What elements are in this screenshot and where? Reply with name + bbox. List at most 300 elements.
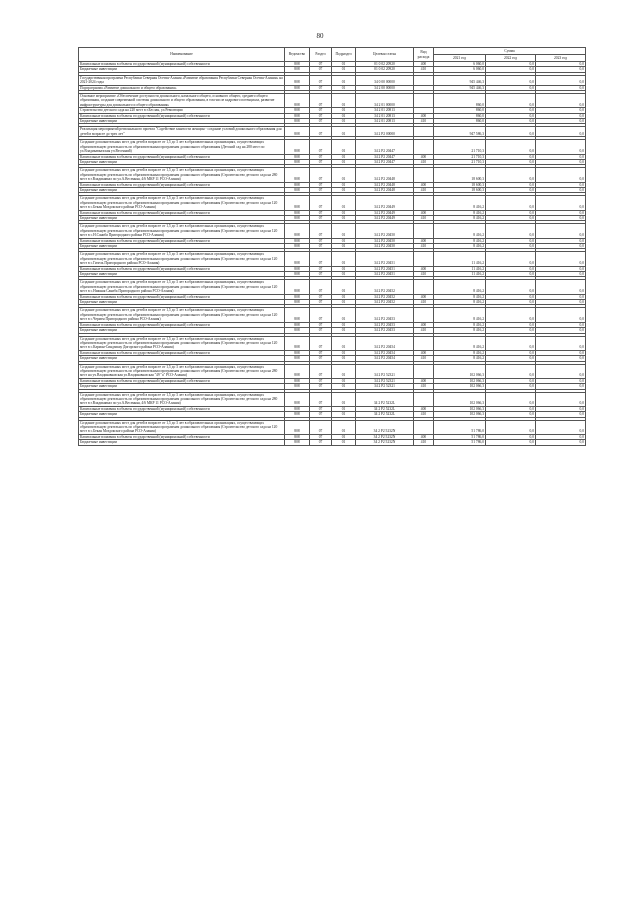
row-section-cell: 07 xyxy=(310,187,332,192)
row-2023-cell: 0,0 xyxy=(536,412,586,417)
row-2022-cell: 0,0 xyxy=(486,294,536,299)
row-ministry-cell: 808 xyxy=(285,412,310,417)
row-2023-cell: 0,0 xyxy=(536,322,586,327)
row-name-cell: Создание дополнительных мест для детей в возрасте от 1,5 до 3 лет в образовательных организациях, осуществляющих образовательную деятельность по образовательным программам дошкольного образования (Строительство детского сада на 120 мест в с.Бекан Моздокского района РСО-Алания) xyxy=(79,196,285,210)
row-subsection-cell: 01 xyxy=(332,238,356,243)
row-expense-type-cell: 400 xyxy=(414,182,434,187)
row-section-cell: 07 xyxy=(310,280,332,294)
row-section-cell: 07 xyxy=(310,168,332,182)
row-ministry-cell: 808 xyxy=(285,440,310,445)
col-2022-header: 2022 год xyxy=(486,55,536,62)
row-name-cell: Реализация мероприятий регионального проекта "Содействие занятости женщин - создание условий дошкольного образования для детей в возрасте до трех лет" xyxy=(79,127,285,137)
row-expense-type-cell: 410 xyxy=(414,328,434,333)
row-subsection-cell: 01 xyxy=(332,412,356,417)
row-2022-cell: 0,0 xyxy=(486,62,536,67)
row-ministry-cell: 808 xyxy=(285,364,310,378)
row-name-cell: Создание дополнительных мест для детей в возрасте от 1,5 до 3 лет в образовательных организациях, осуществляющих образовательную деятельность по образовательным программам дошкольного образования (Детский сад на 280 мест по ул.Владикавказская уч.Весенний) xyxy=(79,140,285,154)
row-2023-cell: 0,0 xyxy=(536,420,586,434)
row-2021-cell: 8 416,2 xyxy=(434,336,486,350)
row-subsection-cell: 01 xyxy=(332,62,356,67)
row-2022-cell: 0,0 xyxy=(486,108,536,113)
row-target-cell: 34 2 P2 5232N xyxy=(356,420,414,434)
row-ministry-cell: 808 xyxy=(285,328,310,333)
row-section-cell: 07 xyxy=(310,127,332,137)
row-section-cell: 07 xyxy=(310,406,332,411)
row-target-cell: 34 2 P2 20453 xyxy=(356,308,414,322)
row-2023-cell: 0,0 xyxy=(536,62,586,67)
row-ministry-cell: 808 xyxy=(285,75,310,85)
row-target-cell: 34 0 00 00000 xyxy=(356,75,414,85)
row-expense-type-cell: 400 xyxy=(414,238,434,243)
row-section-cell: 07 xyxy=(310,300,332,305)
row-target-cell: 34 2 P2 20453 xyxy=(356,328,414,333)
row-section-cell: 07 xyxy=(310,308,332,322)
row-2022-cell: 0,0 xyxy=(486,196,536,210)
row-expense-type-cell: 400 xyxy=(414,406,434,411)
row-target-cell: 34 2 P2 20452 xyxy=(356,300,414,305)
row-ministry-cell: 808 xyxy=(285,434,310,439)
row-name-cell: Бюджетные инвестиции xyxy=(79,384,285,389)
row-2023-cell: 0,0 xyxy=(536,440,586,445)
row-expense-type-cell: 400 xyxy=(414,62,434,67)
row-2021-cell: 8 416,2 xyxy=(434,244,486,249)
row-name-cell: Капитальные вложения в объекты государственной (муниципальной) собственности xyxy=(79,113,285,118)
row-subsection-cell: 01 xyxy=(332,113,356,118)
table-row xyxy=(79,168,586,182)
row-2021-cell: 8 416,2 xyxy=(434,280,486,294)
row-ministry-cell: 808 xyxy=(285,356,310,361)
row-expense-type-cell: 410 xyxy=(414,272,434,277)
row-2022-cell: 0,0 xyxy=(486,127,536,137)
table-row xyxy=(79,127,586,137)
row-expense-type-cell: 400 xyxy=(414,113,434,118)
row-name-cell: Создание дополнительных мест для детей в возрасте от 1,5 до 3 лет в образовательных организациях, осуществляющих образовательную деятельность по образовательным программам дошкольного образования (Строительство детского сада на 280 мест в г.Владикавказ по ул.А.Весенняя, 4/6 МКР 11 РСО-Алания) xyxy=(79,168,285,182)
row-2023-cell: 0,0 xyxy=(536,154,586,159)
row-name-cell: Создание дополнительных мест для детей в возрасте от 1,5 до 3 лет в образовательных организациях, осуществляющих образовательную деятельность по образовательным программам дошкольного образования (Строительство детского сада на 120 мест в с.Нижняя Саниба Пригородного района РСО-Алания) xyxy=(79,280,285,294)
col-target-header: Целевая статья xyxy=(356,48,414,62)
row-2021-cell: 6 060,0 xyxy=(434,62,486,67)
row-name-cell: Строительство детского сада на 220 мест в г.Беслан, ул.Революции xyxy=(79,108,285,113)
row-section-cell: 07 xyxy=(310,350,332,355)
row-ministry-cell: 808 xyxy=(285,210,310,215)
row-target-cell: 34 2 P2 20448 xyxy=(356,168,414,182)
row-name-cell: Создание дополнительных мест для детей в возрасте от 1,5 до 3 лет в образовательных организациях, осуществляющих образовательную деятельность по образовательным программам дошкольного образования (Строительство детского сада на 280 мест на уч.Владикавказская ул.Владикавказская "49 "а" РСО-Алания) xyxy=(79,364,285,378)
row-2023-cell: 0,0 xyxy=(536,336,586,350)
row-subsection-cell: 01 xyxy=(332,364,356,378)
row-expense-type-cell xyxy=(414,224,434,238)
row-target-cell: 34 2 P2 20454 xyxy=(356,350,414,355)
table-row xyxy=(79,224,586,238)
row-2021-cell: 102 066,3 xyxy=(434,406,486,411)
row-target-cell: 34 2 01 20813 xyxy=(356,113,414,118)
row-name-cell: Капитальные вложения в объекты государственной (муниципальной) собственности xyxy=(79,434,285,439)
row-subsection-cell: 01 xyxy=(332,210,356,215)
row-2022-cell: 0,0 xyxy=(486,238,536,243)
row-subsection-cell: 01 xyxy=(332,378,356,383)
row-2023-cell: 0,0 xyxy=(536,392,586,406)
row-target-cell: 34 2 P2 20451 xyxy=(356,272,414,277)
row-2021-cell: 8 416,2 xyxy=(434,294,486,299)
row-section-cell: 07 xyxy=(310,252,332,266)
row-subsection-cell: 01 xyxy=(332,434,356,439)
row-section-cell: 07 xyxy=(310,322,332,327)
col-ministry-header: Ведомство xyxy=(285,48,310,62)
row-expense-type-cell: 410 xyxy=(414,244,434,249)
row-section-cell: 07 xyxy=(310,210,332,215)
row-name-cell: Бюджетные инвестиции xyxy=(79,215,285,220)
row-2022-cell: 0,0 xyxy=(486,182,536,187)
row-ministry-cell: 808 xyxy=(285,252,310,266)
row-2021-cell: 102 066,3 xyxy=(434,378,486,383)
row-target-cell: 34 2 01 20813 xyxy=(356,108,414,113)
row-2021-cell: 102 066,3 xyxy=(434,384,486,389)
row-target-cell: 34 2 P2 20451 xyxy=(356,252,414,266)
row-target-cell: 34 2 P2 52321 xyxy=(356,364,414,378)
row-section-cell: 07 xyxy=(310,266,332,271)
row-subsection-cell: 01 xyxy=(332,168,356,182)
row-2022-cell: 0,0 xyxy=(486,392,536,406)
row-expense-type-cell xyxy=(414,94,434,108)
row-2023-cell: 0,0 xyxy=(536,215,586,220)
row-2023-cell: 0,0 xyxy=(536,300,586,305)
row-2021-cell: 21 710,3 xyxy=(434,154,486,159)
row-2021-cell: 21 710,3 xyxy=(434,159,486,164)
row-section-cell: 07 xyxy=(310,244,332,249)
table-row xyxy=(79,440,586,445)
row-expense-type-cell: 410 xyxy=(414,119,434,124)
row-2022-cell: 0,0 xyxy=(486,356,536,361)
row-2023-cell: 0,0 xyxy=(536,210,586,215)
row-subsection-cell: 01 xyxy=(332,300,356,305)
row-target-cell: 34 2 P2 5232L xyxy=(356,392,414,406)
row-section-cell: 07 xyxy=(310,420,332,434)
row-2023-cell: 0,0 xyxy=(536,364,586,378)
row-ministry-cell: 808 xyxy=(285,62,310,67)
row-ministry-cell: 808 xyxy=(285,392,310,406)
row-2021-cell: 18 600,3 xyxy=(434,168,486,182)
row-name-cell: Капитальные вложения в объекты государственной (муниципальной) собственности xyxy=(79,266,285,271)
row-name-cell: Капитальные вложения в объекты государственной (муниципальной) собственности xyxy=(79,182,285,187)
row-expense-type-cell: 400 xyxy=(414,434,434,439)
row-subsection-cell: 01 xyxy=(332,280,356,294)
row-expense-type-cell xyxy=(414,127,434,137)
page-number: 80 xyxy=(316,32,324,40)
row-target-cell: 34 2 P2 20448 xyxy=(356,182,414,187)
row-section-cell: 07 xyxy=(310,62,332,67)
row-2022-cell: 0,0 xyxy=(486,159,536,164)
row-2023-cell: 0,0 xyxy=(536,224,586,238)
row-target-cell: 34 2 P2 20452 xyxy=(356,294,414,299)
row-ministry-cell: 808 xyxy=(285,140,310,154)
row-2022-cell: 0,0 xyxy=(486,67,536,72)
row-2022-cell: 0,0 xyxy=(486,224,536,238)
row-2022-cell: 0,0 xyxy=(486,140,536,154)
row-ministry-cell: 808 xyxy=(285,215,310,220)
row-target-cell: 34 2 P2 20452 xyxy=(356,280,414,294)
row-2022-cell: 0,0 xyxy=(486,420,536,434)
row-target-cell: 34 2 P2 52321 xyxy=(356,378,414,383)
table-row xyxy=(79,280,586,294)
table-row xyxy=(79,140,586,154)
row-target-cell: 01 0 02 20920 xyxy=(356,62,414,67)
row-2023-cell: 0,0 xyxy=(536,266,586,271)
row-subsection-cell: 01 xyxy=(332,159,356,164)
row-2023-cell: 0,0 xyxy=(536,238,586,243)
table-row xyxy=(79,364,586,378)
budget-table xyxy=(78,47,586,446)
row-2023-cell: 0,0 xyxy=(536,294,586,299)
row-expense-type-cell: 400 xyxy=(414,350,434,355)
row-target-cell: 34 2 P2 20451 xyxy=(356,266,414,271)
row-2022-cell: 0,0 xyxy=(486,322,536,327)
row-target-cell: 34 2 P2 20447 xyxy=(356,140,414,154)
row-section-cell: 07 xyxy=(310,154,332,159)
row-name-cell: Бюджетные инвестиции xyxy=(79,67,285,72)
row-ministry-cell: 808 xyxy=(285,168,310,182)
row-2023-cell: 0,0 xyxy=(536,308,586,322)
row-target-cell: 34 2 00 00000 xyxy=(356,85,414,90)
row-2023-cell: 0,0 xyxy=(536,127,586,137)
row-section-cell: 07 xyxy=(310,94,332,108)
row-2021-cell: 8 416,2 xyxy=(434,210,486,215)
row-expense-type-cell: 400 xyxy=(414,210,434,215)
col-2023-header: 2023 год xyxy=(536,55,586,62)
row-section-cell: 07 xyxy=(310,159,332,164)
row-2023-cell: 0,0 xyxy=(536,434,586,439)
row-2022-cell: 0,0 xyxy=(486,440,536,445)
row-subsection-cell: 01 xyxy=(332,350,356,355)
row-name-cell: Бюджетные инвестиции xyxy=(79,440,285,445)
row-subsection-cell: 01 xyxy=(332,182,356,187)
row-2023-cell: 0,0 xyxy=(536,378,586,383)
row-subsection-cell: 01 xyxy=(332,85,356,90)
row-2021-cell: 860,0 xyxy=(434,119,486,124)
row-section-cell: 07 xyxy=(310,440,332,445)
row-2022-cell: 0,0 xyxy=(486,266,536,271)
row-ministry-cell: 808 xyxy=(285,119,310,124)
row-2023-cell: 0,0 xyxy=(536,182,586,187)
table-header xyxy=(79,48,586,62)
row-expense-type-cell: 410 xyxy=(414,215,434,220)
row-section-cell: 07 xyxy=(310,434,332,439)
row-2023-cell: 0,0 xyxy=(536,75,586,85)
row-2021-cell: 8 416,2 xyxy=(434,300,486,305)
row-target-cell: 34 2 P2 20454 xyxy=(356,336,414,350)
row-2022-cell: 0,0 xyxy=(486,244,536,249)
row-section-cell: 07 xyxy=(310,336,332,350)
row-2023-cell: 0,0 xyxy=(536,244,586,249)
row-2022-cell: 0,0 xyxy=(486,350,536,355)
row-section-cell: 07 xyxy=(310,412,332,417)
row-ministry-cell: 808 xyxy=(285,322,310,327)
row-2021-cell: 8 416,2 xyxy=(434,196,486,210)
row-target-cell: 34 2 P2 52321 xyxy=(356,384,414,389)
row-subsection-cell: 01 xyxy=(332,336,356,350)
row-expense-type-cell: 410 xyxy=(414,384,434,389)
row-name-cell: Капитальные вложения в объекты государственной (муниципальной) собственности xyxy=(79,322,285,327)
row-ministry-cell: 808 xyxy=(285,159,310,164)
row-name-cell: Капитальные вложения в объекты государственной (муниципальной) собственности xyxy=(79,406,285,411)
row-expense-type-cell xyxy=(414,75,434,85)
row-ministry-cell: 808 xyxy=(285,127,310,137)
col-name-header: Наименование xyxy=(79,48,285,62)
row-2022-cell: 0,0 xyxy=(486,280,536,294)
table-row xyxy=(79,336,586,350)
row-ministry-cell: 808 xyxy=(285,280,310,294)
row-expense-type-cell xyxy=(414,392,434,406)
row-name-cell: Создание дополнительных мест для детей в возрасте от 1,5 до 3 лет в образовательных организациях, осуществляющих образовательную деятельность по образовательным программам дошкольного образования (Строительство детского сада на 120 мест в с.Н.Саниба Пригородного района РСО-Алания) xyxy=(79,224,285,238)
row-2023-cell: 0,0 xyxy=(536,159,586,164)
row-2021-cell: 8 416,2 xyxy=(434,328,486,333)
row-name-cell: Основное мероприятие «Обеспечение доступности дошкольного, начального общего, основного общего, среднего общего образования, создание современной системы дошкольного и общего образования, в том числе кадрового потенциала, развитие инфраструктуры для дошкольного и общего образования» xyxy=(79,94,285,108)
row-2023-cell: 0,0 xyxy=(536,67,586,72)
row-section-cell: 07 xyxy=(310,238,332,243)
row-target-cell: 34 2 P2 20449 xyxy=(356,210,414,215)
row-2021-cell: 947 586,3 xyxy=(434,127,486,137)
row-2023-cell: 0,0 xyxy=(536,113,586,118)
row-target-cell: 34 2 P2 5232L xyxy=(356,406,414,411)
row-subsection-cell: 01 xyxy=(332,252,356,266)
row-2023-cell: 0,0 xyxy=(536,196,586,210)
row-2023-cell: 0,0 xyxy=(536,140,586,154)
row-expense-type-cell xyxy=(414,252,434,266)
row-ministry-cell: 808 xyxy=(285,238,310,243)
row-name-cell: Бюджетные инвестиции xyxy=(79,272,285,277)
row-2021-cell: 8 416,2 xyxy=(434,215,486,220)
row-2021-cell: 11 416,2 xyxy=(434,266,486,271)
row-target-cell: 34 2 P2 20449 xyxy=(356,196,414,210)
row-2022-cell: 0,0 xyxy=(486,300,536,305)
row-2021-cell: 8 416,2 xyxy=(434,356,486,361)
row-2021-cell: 6 060,0 xyxy=(434,67,486,72)
row-name-cell: Капитальные вложения в объекты государственной (муниципальной) собственности xyxy=(79,350,285,355)
row-ministry-cell: 808 xyxy=(285,272,310,277)
table-body xyxy=(79,62,586,446)
row-subsection-cell: 01 xyxy=(332,308,356,322)
row-2022-cell: 0,0 xyxy=(486,85,536,90)
row-2021-cell: 8 416,2 xyxy=(434,238,486,243)
row-name-cell: Капитальные вложения в объекты государственной (муниципальной) собственности xyxy=(79,154,285,159)
row-expense-type-cell: 410 xyxy=(414,300,434,305)
row-target-cell: 34 2 P2 20447 xyxy=(356,159,414,164)
row-section-cell: 07 xyxy=(310,182,332,187)
row-target-cell: 34 2 P2 20450 xyxy=(356,244,414,249)
row-section-cell: 07 xyxy=(310,356,332,361)
col-expense-type-header: Вид расхода xyxy=(414,48,434,62)
row-2022-cell: 0,0 xyxy=(486,252,536,266)
row-ministry-cell: 808 xyxy=(285,182,310,187)
row-name-cell: Подпрограмма «Развитие дошкольного и общего образования» xyxy=(79,85,285,90)
row-subsection-cell: 01 xyxy=(332,154,356,159)
row-expense-type-cell xyxy=(414,308,434,322)
row-ministry-cell: 808 xyxy=(285,113,310,118)
row-target-cell: 34 2 P2 5232N xyxy=(356,434,414,439)
row-name-cell: Капитальные вложения в объекты государственной (муниципальной) собственности xyxy=(79,210,285,215)
row-2022-cell: 0,0 xyxy=(486,210,536,215)
row-section-cell: 07 xyxy=(310,196,332,210)
row-2022-cell: 0,0 xyxy=(486,336,536,350)
row-2021-cell: 945 446,3 xyxy=(434,75,486,85)
table-row xyxy=(79,308,586,322)
row-name-cell: Бюджетные инвестиции xyxy=(79,159,285,164)
row-name-cell: Создание дополнительных мест для детей в возрасте от 1,5 до 3 лет в образовательных организациях, осуществляющих образовательную деятельность по образовательным программам дошкольного образования (Строительство детского сада на 120 мест в с.Карман-Синдзикау Дигорского района РСО-Алания) xyxy=(79,336,285,350)
row-2021-cell: 102 066,3 xyxy=(434,412,486,417)
row-ministry-cell: 808 xyxy=(285,266,310,271)
row-2022-cell: 0,0 xyxy=(486,412,536,417)
row-target-cell: 34 2 P2 20449 xyxy=(356,215,414,220)
row-ministry-cell: 808 xyxy=(285,294,310,299)
row-expense-type-cell xyxy=(414,364,434,378)
row-ministry-cell: 808 xyxy=(285,378,310,383)
row-name-cell: Капитальные вложения в объекты государственной (муниципальной) собственности xyxy=(79,378,285,383)
row-ministry-cell: 808 xyxy=(285,108,310,113)
row-section-cell: 07 xyxy=(310,384,332,389)
row-2022-cell: 0,0 xyxy=(486,308,536,322)
row-2023-cell: 0,0 xyxy=(536,187,586,192)
row-expense-type-cell: 400 xyxy=(414,322,434,327)
table-row xyxy=(79,252,586,266)
col-2021-header: 2021 год xyxy=(434,55,486,62)
row-2022-cell: 0,0 xyxy=(486,168,536,182)
row-ministry-cell: 808 xyxy=(285,406,310,411)
row-expense-type-cell: 400 xyxy=(414,154,434,159)
row-expense-type-cell: 410 xyxy=(414,187,434,192)
row-2023-cell: 0,0 xyxy=(536,356,586,361)
row-section-cell: 07 xyxy=(310,224,332,238)
row-ministry-cell: 808 xyxy=(285,67,310,72)
row-2022-cell: 0,0 xyxy=(486,113,536,118)
row-subsection-cell: 01 xyxy=(332,108,356,113)
row-subsection-cell: 01 xyxy=(332,272,356,277)
row-section-cell: 07 xyxy=(310,294,332,299)
row-name-cell: Бюджетные инвестиции xyxy=(79,356,285,361)
row-expense-type-cell: 410 xyxy=(414,356,434,361)
row-section-cell: 07 xyxy=(310,272,332,277)
row-ministry-cell: 808 xyxy=(285,308,310,322)
row-name-cell: Капитальные вложения в объекты государственной (муниципальной) собственности xyxy=(79,294,285,299)
row-section-cell: 07 xyxy=(310,108,332,113)
row-2021-cell: 18 600,3 xyxy=(434,182,486,187)
row-subsection-cell: 01 xyxy=(332,127,356,137)
row-subsection-cell: 01 xyxy=(332,322,356,327)
row-2022-cell: 0,0 xyxy=(486,215,536,220)
row-2023-cell: 0,0 xyxy=(536,280,586,294)
row-subsection-cell: 01 xyxy=(332,75,356,85)
row-target-cell: 34 2 P2 20454 xyxy=(356,356,414,361)
row-subsection-cell: 01 xyxy=(332,328,356,333)
row-2021-cell: 860,0 xyxy=(434,94,486,108)
row-2022-cell: 0,0 xyxy=(486,384,536,389)
row-2022-cell: 0,0 xyxy=(486,406,536,411)
row-2022-cell: 0,0 xyxy=(486,364,536,378)
row-expense-type-cell xyxy=(414,140,434,154)
row-2022-cell: 0,0 xyxy=(486,272,536,277)
row-2023-cell: 0,0 xyxy=(536,108,586,113)
row-section-cell: 07 xyxy=(310,119,332,124)
row-name-cell: Бюджетные инвестиции xyxy=(79,187,285,192)
row-section-cell: 07 xyxy=(310,364,332,378)
row-subsection-cell: 01 xyxy=(332,215,356,220)
row-ministry-cell: 808 xyxy=(285,224,310,238)
row-subsection-cell: 01 xyxy=(332,294,356,299)
row-section-cell: 07 xyxy=(310,392,332,406)
row-target-cell: 34 2 01 00000 xyxy=(356,94,414,108)
row-name-cell: Создание дополнительных мест для детей в возрасте от 1,5 до 3 лет в образовательных организациях, осуществляющих образовательную деятельность по образовательным программам дошкольного образования (Строительство детского сада на 280 мест в г.Владикавказ по ул.А.Весенняя, 4/6 МКР 11 РСО-Алания) xyxy=(79,392,285,406)
row-ministry-cell: 808 xyxy=(285,300,310,305)
row-ministry-cell: 808 xyxy=(285,187,310,192)
table-row xyxy=(79,420,586,434)
table-row xyxy=(79,94,586,108)
